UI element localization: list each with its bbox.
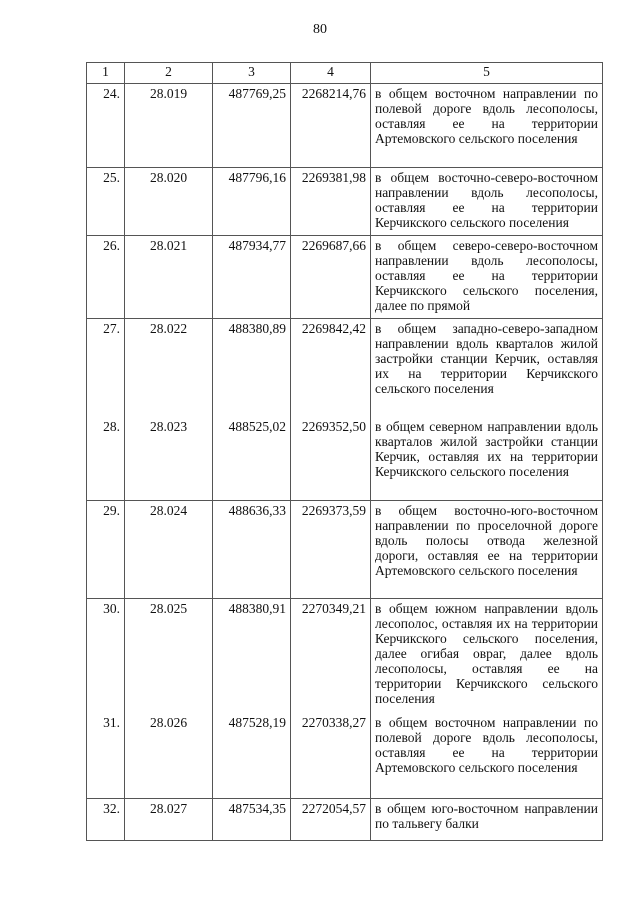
coord-y: 2269373,59 — [291, 501, 371, 599]
header-col-1: 1 — [87, 63, 125, 84]
coord-y: 2269381,98 — [291, 168, 371, 236]
table-row — [87, 799, 603, 841]
route-description: в общем северо-северо-восточном направлении вдоль лесополосы, оставляя ее на территории Керчикского сельского поселения, далее по прямой — [371, 236, 603, 319]
row-number: 30. — [87, 599, 125, 713]
coord-y: 2272054,57 — [291, 799, 371, 841]
route-description: в общем восточно-северо-восточном направлении вдоль лесополосы, оставляя ее на территории Керчикского сельского поселения — [371, 168, 603, 236]
coord-x: 488380,89 — [213, 319, 291, 417]
table-row — [87, 501, 603, 599]
header-col-5: 5 — [371, 63, 603, 84]
coord-x: 487934,77 — [213, 236, 291, 319]
row-number: 32. — [87, 799, 125, 841]
coord-x: 487796,16 — [213, 168, 291, 236]
row-number: 29. — [87, 501, 125, 599]
coord-x: 487534,35 — [213, 799, 291, 841]
route-description: в общем юго-восточном направлении по тальвегу балки — [371, 799, 603, 841]
coord-x: 487769,25 — [213, 84, 291, 168]
point-code: 28.019 — [125, 84, 213, 168]
point-code: 28.021 — [125, 236, 213, 319]
header-col-3: 3 — [213, 63, 291, 84]
boundary-table — [86, 62, 603, 841]
route-description: в общем западно-северо-западном направлении вдоль кварталов жилой застройки станции Керчик, оставляя их на территории Керчикского сельского поселения — [371, 319, 603, 417]
point-code: 28.025 — [125, 599, 213, 713]
header-col-4: 4 — [291, 63, 371, 84]
point-code: 28.023 — [125, 417, 213, 501]
coord-y: 2270349,21 — [291, 599, 371, 713]
route-description: в общем восточном направлении по полевой дороге вдоль лесополосы, оставляя ее на территории Артемовского сельского поселения — [371, 713, 603, 799]
table-row — [87, 417, 603, 501]
coord-x: 488380,91 — [213, 599, 291, 713]
table-row — [87, 236, 603, 319]
table-row — [87, 319, 603, 417]
header-col-2: 2 — [125, 63, 213, 84]
row-number: 27. — [87, 319, 125, 417]
table-row — [87, 168, 603, 236]
point-code: 28.020 — [125, 168, 213, 236]
coord-x: 488525,02 — [213, 417, 291, 501]
coord-x: 488636,33 — [213, 501, 291, 599]
route-description: в общем южном направлении вдоль лесополос, оставляя их на территории Керчикского сельского поселения, далее огибая овраг, далее вдоль лесополосы, оставляя ее на территории Керчикского сельского поселения — [371, 599, 603, 713]
table-row — [87, 713, 603, 799]
table-row — [87, 599, 603, 713]
row-number: 31. — [87, 713, 125, 799]
table-header-row — [87, 63, 603, 84]
row-number: 24. — [87, 84, 125, 168]
route-description: в общем восточном направлении по полевой дороге вдоль лесополосы, оставляя ее на территории Артемовского сельского поселения — [371, 84, 603, 168]
coord-x: 487528,19 — [213, 713, 291, 799]
table-row — [87, 84, 603, 168]
route-description: в общем северном направлении вдоль кварталов жилой застройки станции Керчик, оставляя их на территории Керчикского сельского поселения — [371, 417, 603, 501]
coord-y: 2269842,42 — [291, 319, 371, 417]
point-code: 28.027 — [125, 799, 213, 841]
point-code: 28.026 — [125, 713, 213, 799]
point-code: 28.022 — [125, 319, 213, 417]
coord-y: 2270338,27 — [291, 713, 371, 799]
row-number: 28. — [87, 417, 125, 501]
coord-y: 2269352,50 — [291, 417, 371, 501]
point-code: 28.024 — [125, 501, 213, 599]
coord-y: 2268214,76 — [291, 84, 371, 168]
row-number: 25. — [87, 168, 125, 236]
route-description: в общем восточно-юго-восточном направлении по проселочной дороге вдоль полосы отвода железной дороги, оставляя ее на территории Артемовского сельского поселения — [371, 501, 603, 599]
row-number: 26. — [87, 236, 125, 319]
coord-y: 2269687,66 — [291, 236, 371, 319]
page-number: 80 — [313, 22, 327, 37]
